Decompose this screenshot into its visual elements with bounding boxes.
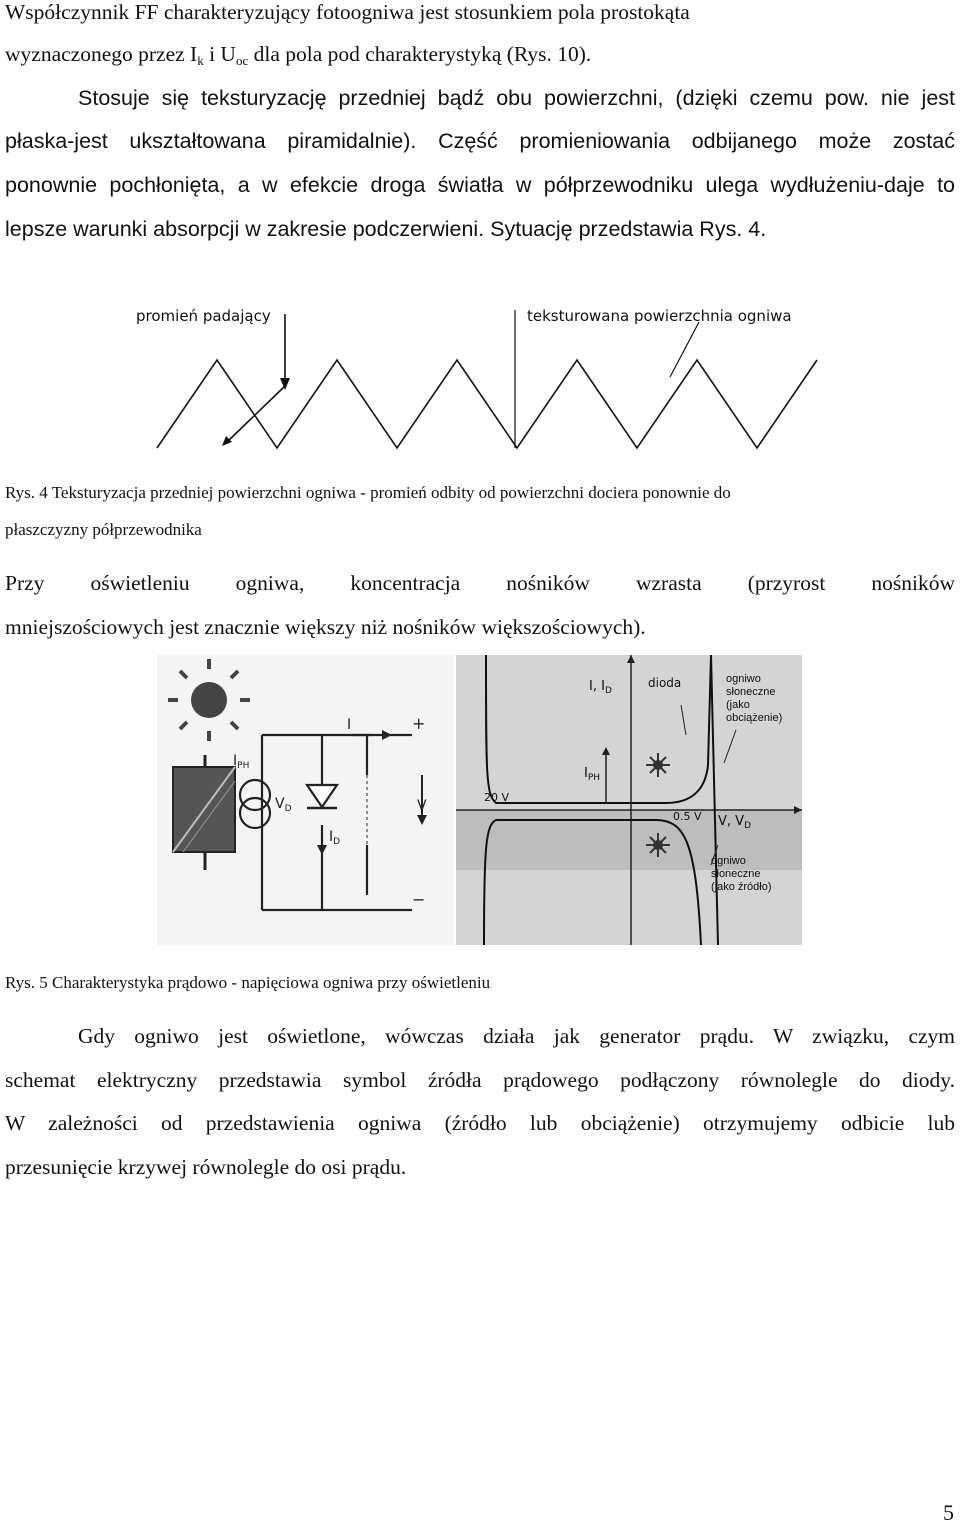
current-arrowhead <box>382 730 392 740</box>
para1-l2c: dla pola pod charakterystyką (Rys. 10). <box>248 42 592 66</box>
fig4-caption-line2: płaszczyzny półprzewodnika <box>5 520 202 539</box>
fig4-caption-line1: Rys. 4 Teksturyzacja przedniej powierzchni ogniwa - promień odbity od powierzchni dociera ponownie do <box>5 483 731 502</box>
solar-panel-icon <box>173 755 235 870</box>
diode-current-arrowhead <box>317 845 327 855</box>
label-ray: promień padający <box>136 307 271 325</box>
label-surface: teksturowana powierzchnia ogniwa <box>527 307 792 325</box>
para1-l2a: wyznaczonego przez I <box>5 42 198 66</box>
para2-line4: lepsze warunki absorpcji w zakresie podczerwieni. Sytuację przedstawia Rys. 4. <box>5 217 767 241</box>
para4-line2: schemat elektryczny przedstawia symbol źródła prądowego podłączony równolegle do diody. <box>5 1068 955 1092</box>
label-ogniwo-obciazenie-text: ogniwo słoneczne (jako obciążenie) <box>726 673 783 724</box>
incident-ray-arrowhead <box>280 378 290 390</box>
label-ID: $I_D$ <box>329 829 341 847</box>
para4-line3: W zależności od przedstawienia ogniwa (źródło lub obciążenie) otrzymujemy odbicie lub <box>5 1111 955 1135</box>
para2-line1: Stosuje się teksturyzację przedniej bądź obu powierzchni, (dzięki czemu pow. nie jest <box>78 86 955 110</box>
figure-5-circuit <box>157 655 454 945</box>
reflected-ray <box>227 386 285 442</box>
voltage-arrowhead <box>417 815 427 825</box>
label-dioda: dioda <box>648 676 682 690</box>
para1-sub-k: k <box>197 53 204 68</box>
para3-line2: mniejszościowych jest znacznie większy niż nośników większościowych). <box>5 615 646 639</box>
sun-icon <box>168 659 250 741</box>
surface-label-pointer <box>670 322 699 377</box>
fig5-caption: Rys. 5 Charakterystyka prądowo - napięciowa ogniwa przy oświetleniu <box>5 973 491 992</box>
para1-line2 <box>5 40 591 68</box>
para2-line2: płaska-jest ukształtowana piramidalnie). Część promieniowania odbijanego może zostać <box>5 129 955 153</box>
label-V-VD: V, $V_D$ <box>718 814 751 831</box>
label-minus: − <box>412 890 426 909</box>
label-IPH: $I_{PH}$ <box>233 753 250 771</box>
para4-line4: przesunięcie krzywej równolegle do osi prądu. <box>5 1155 407 1179</box>
label-IPH-graph: $I_{PH}$ <box>584 766 601 783</box>
label-V: V <box>417 798 427 814</box>
para3-line1: Przy oświetleniu ogniwa, koncentracja nośników wzrasta (przyrost nośników <box>5 571 955 595</box>
label-I-ID: I, $I_D$ <box>589 679 612 696</box>
page-number: 5 <box>943 1500 954 1525</box>
para2-line3: ponownie pochłonięta, a w efekcie droga światła w półprzewodniku ulega wydłużeniu-daje to <box>5 173 955 197</box>
label-I: I <box>347 717 352 733</box>
label-plus: + <box>412 714 426 733</box>
reflected-ray-arrowhead <box>222 436 232 446</box>
label-ogniwo-zrodlo-text: ogniwo słoneczne (jako źródło) <box>711 855 772 893</box>
figure-5-graph <box>456 655 802 945</box>
label-05V: 0.5 V <box>673 810 702 823</box>
para1-line1: Współczynnik FF charakteryzujący fotoogniwa jest stosunkiem pola prostokąta <box>5 0 690 24</box>
textured-surface-line <box>157 360 817 448</box>
label-VD: $V_D$ <box>275 796 292 814</box>
circuit-diagram <box>157 655 454 945</box>
para1-sub-oc: oc <box>235 53 249 68</box>
para1-l2b: i U <box>203 42 236 66</box>
para4-line1: Gdy ogniwo jest oświetlone, wówczas działa jak generator prądu. W związku, czym <box>78 1024 955 1048</box>
label-20V: 20 V <box>484 791 510 804</box>
texture-diagram <box>136 300 830 450</box>
diode-icon <box>307 785 337 808</box>
current-source-icon <box>240 780 270 828</box>
figure-4 <box>136 300 830 450</box>
circuit-wires <box>262 735 412 910</box>
